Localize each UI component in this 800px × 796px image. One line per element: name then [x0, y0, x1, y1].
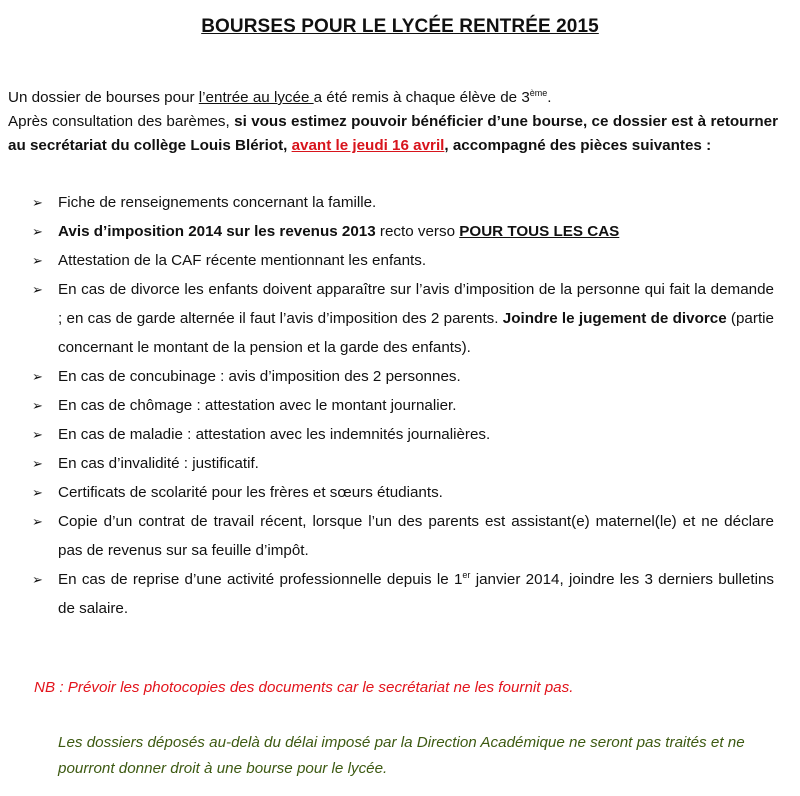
list-item-text: Attestation de la CAF récente mentionnant les enfants. [58, 252, 427, 269]
list-item-text: Certificats de scolarité pour les frères et sœurs étudiants. [58, 484, 443, 501]
arrow-bullet-icon: ➢ [32, 572, 43, 587]
list-item [32, 478, 774, 507]
list-item-text: Copie d’un contrat de travail récent, lorsque l’un des parents est assistant(e) maternel(le) et ne déclare pas de revenus sur sa feuille d’impôt. [58, 513, 774, 559]
intro-paragraph [8, 86, 778, 110]
arrow-bullet-icon: ➢ [32, 224, 43, 239]
list-item-text: En cas de concubinage : avis d’imposition des 2 personnes. [58, 368, 461, 385]
list-item [32, 391, 774, 420]
list-item-text: Fiche de renseignements concernant la famille. [58, 194, 377, 211]
deadline: avant le jeudi 16 avril [291, 137, 445, 154]
arrow-bullet-icon: ➢ [32, 195, 43, 210]
arrow-bullet-icon: ➢ [32, 485, 43, 500]
arrow-bullet-icon: ➢ [32, 398, 43, 413]
list-item-emphasis: POUR TOUS LES CAS [459, 223, 620, 240]
list-item-text-2: (partie concernant le montant de la pension et la garde des enfants). [58, 310, 774, 356]
arrow-bullet-icon: ➢ [32, 456, 43, 471]
documents-list [32, 188, 774, 623]
list-item [32, 217, 774, 246]
nb-note: NB : Prévoir les photocopies des documents car le secrétariat ne les fournit pas. [34, 679, 574, 696]
arrow-bullet-icon: ➢ [32, 514, 43, 529]
arrow-bullet-icon: ➢ [32, 282, 43, 297]
instructions-start: Après consultation des barèmes, [8, 113, 230, 130]
instructions-bold: si vous estimez pouvoir bénéficier d’une bourse, ce dossier est à retourner au secrétariat du collège Louis Blériot, [8, 113, 778, 154]
document-title: BOURSES POUR LE LYCÉE RENTRÉE 2015 [201, 16, 599, 37]
intro-sup: ème [529, 87, 548, 98]
list-item-text: recto verso [375, 223, 460, 240]
list-item [32, 362, 774, 391]
list-item [32, 449, 774, 478]
list-item [32, 246, 774, 275]
intro-end: . [547, 89, 552, 106]
arrow-bullet-icon: ➢ [32, 369, 43, 384]
list-item-bold: Avis d’imposition 2014 sur les revenus 2013 [58, 223, 376, 240]
list-item-text: En cas d’invalidité : justificatif. [58, 455, 259, 472]
list-item-text: En cas de maladie : attestation avec les indemnités journalières. [58, 426, 491, 443]
list-item [32, 507, 774, 565]
instructions-end: , accompagné des pièces suivantes : [444, 137, 712, 154]
list-item-text: En cas de chômage : attestation avec le montant journalier. [58, 397, 457, 414]
list-item-text-2: janvier 2014, joindre les 3 derniers bulletins de salaire. [58, 571, 774, 617]
intro-text-2: a été remis à chaque élève de 3 [313, 89, 530, 106]
list-item [32, 565, 774, 623]
instructions-paragraph [8, 110, 778, 158]
list-item [32, 188, 774, 217]
list-item-text: En cas de reprise d’une activité professionnelle depuis le 1 [58, 571, 463, 588]
list-item-bold: Joindre le jugement de divorce [502, 310, 727, 327]
intro-underlined: l’entrée au lycée [198, 89, 314, 106]
list-item [32, 275, 774, 362]
list-item-text: En cas de divorce les enfants doivent apparaître sur l’avis d’imposition de la personne qui fait la demande ; en cas de garde alternée il faut l’avis d’imposition des 2 parents. [58, 281, 774, 327]
intro-text: Un dossier de bourses pour [8, 89, 199, 106]
list-item [32, 420, 774, 449]
arrow-bullet-icon: ➢ [32, 253, 43, 268]
arrow-bullet-icon: ➢ [32, 427, 43, 442]
list-item-sup: er [462, 569, 471, 580]
deadline-warning: Les dossiers déposés au-delà du délai imposé par la Direction Académique ne seront pas traités et ne pourront donner droit à une bourse pour le lycée. [58, 734, 745, 777]
